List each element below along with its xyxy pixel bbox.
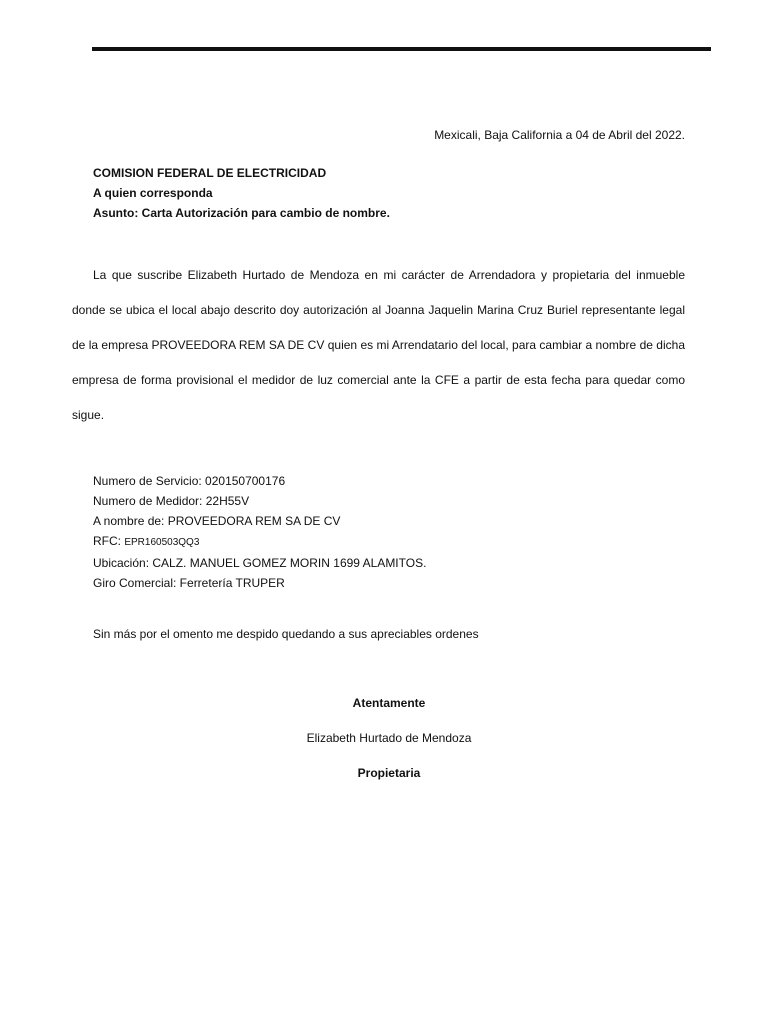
date-line: Mexicali, Baja California a 04 de Abril del 2022. (434, 128, 685, 142)
salutation: A quien corresponda (93, 186, 213, 200)
body-paragraph: La que suscribe Elizabeth Hurtado de Mendoza en mi carácter de Arrendadora y propietaria del inmueble donde se ubica el local abajo descrito doy autorización al Joanna Jaquelin Marina Cruz Buriel representante legal de la empresa PROVEEDORA REM SA DE CV quien es mi Arrendatario del local, para cambiar a nombre de dicha empresa de forma provisional el medidor de luz comercial ante la CFE a partir de esta fecha para quedar como sigue. (72, 268, 685, 422)
top-rule (92, 47, 711, 51)
signature-name: Elizabeth Hurtado de Mendoza (306, 731, 472, 745)
meter-number: Numero de Medidor: 22H55V (93, 494, 250, 508)
letter-header (93, 163, 390, 223)
rfc-value: EPR160503QQ3 (124, 537, 200, 548)
subject: Asunto: Carta Autorización para cambio de nombre. (93, 206, 390, 220)
closing-line: Sin más por el omento me despido quedando a sus apreciables ordenes (93, 627, 479, 641)
signature-attn: Atentamente (352, 696, 426, 710)
rfc-label: RFC: (93, 534, 121, 548)
signature-role: Propietaria (357, 766, 421, 780)
location: Ubicación: CALZ. MANUEL GOMEZ MORIN 1699 ALAMITOS. (93, 556, 427, 570)
service-number: Numero de Servicio: 020150700176 (93, 474, 286, 488)
recipient: COMISION FEDERAL DE ELECTRICIDAD (93, 166, 327, 180)
business-type: Giro Comercial: Ferretería TRUPER (93, 576, 285, 590)
details-block (93, 471, 426, 593)
account-name: A nombre de: PROVEEDORA REM SA DE CV (93, 514, 341, 528)
rfc-line (93, 531, 426, 553)
